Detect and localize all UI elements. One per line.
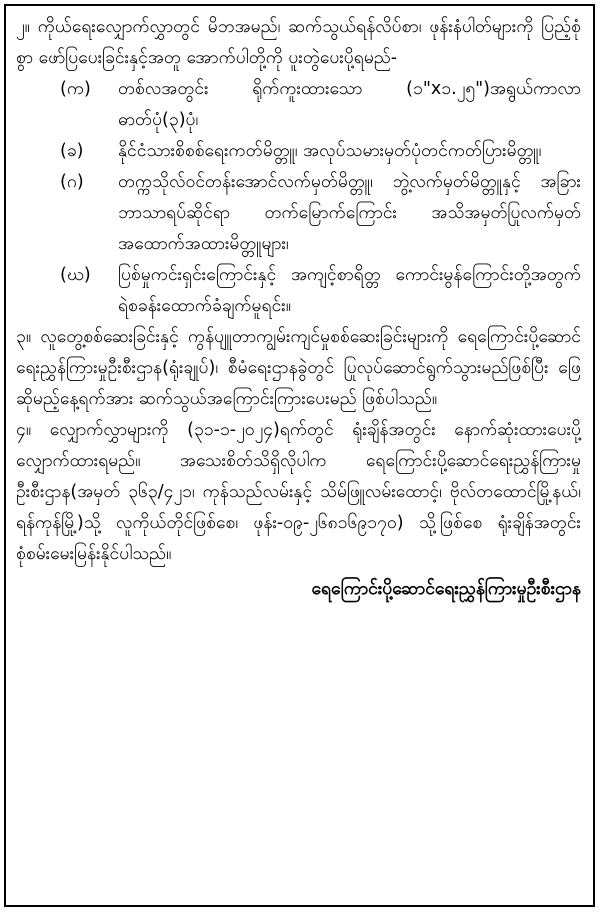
list-item-label: (ခ) [60, 141, 84, 161]
list-item-text: တစ်လအတွင်း ရိုက်ကူးထားသော (၁"x၁.၂၅")အရွယ်ကာလာဓာတ်ပုံ(၃)ပုံ၊ [118, 79, 581, 130]
paragraph-2-text: ကိုယ်ရေးလျှောက်လွှာတွင် မိဘအမည်၊ ဆက်သွယ်ရန်လိပ်စာ၊ ဖုန်းနံပါတ်များကို ပြည့်စုံစွာ ဖော်ပြပေးခြင်းနှင့်အတူ အောက်ပါတို့ကို ပူးတွဲပေးပို့ရမည်- [16, 17, 581, 68]
list-item-gha [16, 260, 581, 322]
notice-frame [4, 4, 595, 907]
list-item-label: (က) [60, 79, 91, 99]
list-item-text: ပြစ်မှုကင်းရှင်းကြောင်းနှင့် အကျင့်စာရိတ္တ ကောင်းမွန်ကြောင်းတို့အတွက် ရဲစခန်းထောက်ခံချက်မူရင်း။ [118, 265, 581, 316]
paragraph-3-number: ၃။ [16, 327, 32, 347]
list-item-label: (ဂ) [60, 172, 84, 192]
list-item-ka [16, 74, 581, 136]
list-item-label: (ဃ) [60, 265, 91, 285]
paragraph-4-text: လျှောက်လွှာများကို (၃၁-၁-၂၀၂၄)ရက်တွင် ရုံးချိန်အတွင်း နောက်ဆုံးထားပေးပို့လျှောက်ထားရမည်။ အသေးစိတ်သိရှိလိုပါက ရေကြောင်းပို့ဆောင်ရေးညွှန်ကြားမှုဦးစီးဌာန(အမှတ် ၃၆၃/၄၂၁၊ ကုန်သည်လမ်းနှင့် သိမ်ဖြူလမ်းထောင့်၊ ဗိုလ်တထောင်မြို့နယ်၊ ရန်ကုန်မြို့)သို့ လူကိုယ်တိုင်ဖြစ်စေ၊ ဖုန်း-၀၉-၂၆၈၁၆၉၁၇၀) သို့ဖြစ်စေ ရုံးချိန်အတွင်း စုံစမ်းမေးမြန်းနိုင်ပါသည်။ [16, 420, 581, 564]
paragraph-4-number: ၄။ [16, 420, 32, 440]
list-item-ga [16, 167, 581, 260]
list-item-text: တက္ကသိုလ်ဝင်တန်းအောင်လက်မှတ်မိတ္တူ၊ ဘွဲ့လက်မှတ်မိတ္တူနှင့် အခြားဘာသာရပ်ဆိုင်ရာ တက်မြောက်ကြောင်း အသိအမှတ်ပြုလက်မှတ် အထောက်အထားမိတ္တူများ၊ [118, 172, 581, 254]
paragraph-4 [16, 415, 581, 570]
list-item-text: နိုင်ငံသားစိစစ်ရေးကတ်မိတ္တူ၊ အလုပ်သမားမှတ်ပုံတင်ကတ်ပြားမိတ္တူ၊ [118, 141, 542, 161]
paragraph-3-text: လူတွေ့စစ်ဆေးခြင်းနှင့် ကွန်ပျူတာကျွမ်းကျင်မှုစစ်ဆေးခြင်းများကို ရေကြောင်းပို့ဆောင်ရေးညွှန်ကြားမှုဦးစီးဌာန(ရုံးချုပ်)၊ စီမံရေးဌာနခွဲတွင် ပြုလုပ်ဆောင်ရွက်သွားမည်ဖြစ်ပြီး ဖြေဆိုမည့်နေ့ရက်အား ဆက်သွယ်အကြောင်းကြားပေးမည် ဖြစ်ပါသည်။ [16, 327, 581, 409]
notice-content [6, 6, 593, 611]
list-item-kha [16, 136, 581, 167]
issuing-department: ရေကြောင်းပို့ဆောင်ရေးညွှန်ကြားမှုဦးစီးဌာန [311, 579, 581, 599]
paragraph-2-number: ၂။ [16, 17, 30, 37]
paragraph-2 [16, 12, 581, 74]
paragraph-3 [16, 322, 581, 415]
